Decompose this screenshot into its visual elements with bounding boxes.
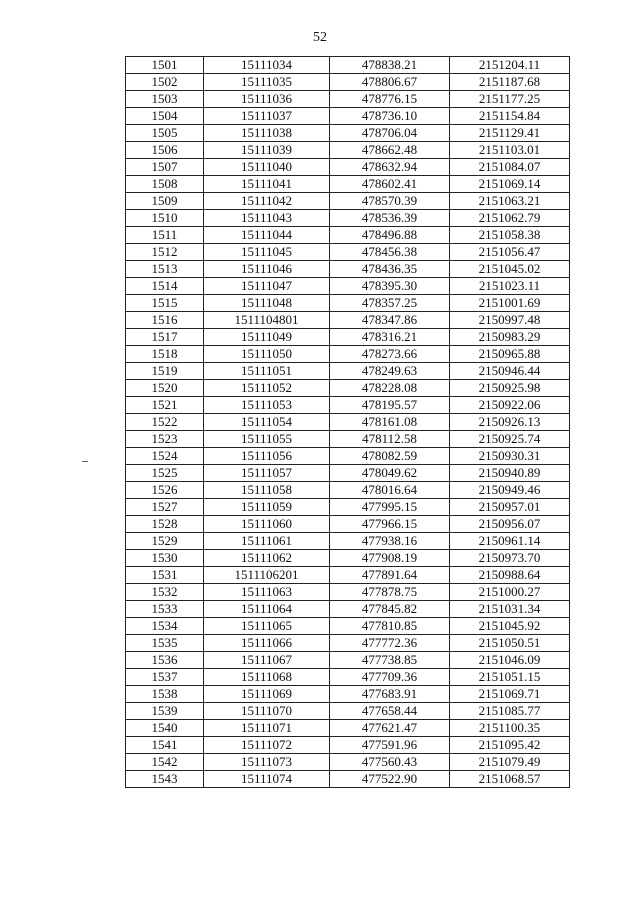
table-row bbox=[126, 618, 570, 635]
table-row bbox=[126, 227, 570, 244]
point-number-cell: 1530 bbox=[126, 550, 204, 567]
table-row bbox=[126, 652, 570, 669]
table-row bbox=[126, 397, 570, 414]
point-id-cell: 1511106201 bbox=[204, 567, 330, 584]
point-number-cell: 1543 bbox=[126, 771, 204, 788]
x-coordinate-cell: 478082.59 bbox=[330, 448, 450, 465]
point-number-cell: 1523 bbox=[126, 431, 204, 448]
point-number-cell: 1529 bbox=[126, 533, 204, 550]
point-id-cell: 15111058 bbox=[204, 482, 330, 499]
point-id-cell: 15111051 bbox=[204, 363, 330, 380]
point-number-cell: 1507 bbox=[126, 159, 204, 176]
y-coordinate-cell: 2151045.02 bbox=[450, 261, 570, 278]
y-coordinate-cell: 2150925.98 bbox=[450, 380, 570, 397]
y-coordinate-cell: 2150922.06 bbox=[450, 397, 570, 414]
point-id-cell: 15111040 bbox=[204, 159, 330, 176]
x-coordinate-cell: 477966.15 bbox=[330, 516, 450, 533]
y-coordinate-cell: 2150926.13 bbox=[450, 414, 570, 431]
point-id-cell: 15111067 bbox=[204, 652, 330, 669]
table-row bbox=[126, 516, 570, 533]
table-row bbox=[126, 176, 570, 193]
table-row bbox=[126, 431, 570, 448]
point-id-cell: 15111049 bbox=[204, 329, 330, 346]
x-coordinate-cell: 477522.90 bbox=[330, 771, 450, 788]
table-row bbox=[126, 295, 570, 312]
point-id-cell: 15111052 bbox=[204, 380, 330, 397]
x-coordinate-cell: 477772.36 bbox=[330, 635, 450, 652]
y-coordinate-cell: 2150957.01 bbox=[450, 499, 570, 516]
x-coordinate-cell: 477738.85 bbox=[330, 652, 450, 669]
point-number-cell: 1503 bbox=[126, 91, 204, 108]
table-row bbox=[126, 74, 570, 91]
x-coordinate-cell: 477709.36 bbox=[330, 669, 450, 686]
table-row bbox=[126, 601, 570, 618]
point-id-cell: 15111034 bbox=[204, 57, 330, 74]
point-number-cell: 1528 bbox=[126, 516, 204, 533]
point-number-cell: 1513 bbox=[126, 261, 204, 278]
y-coordinate-cell: 2151154.84 bbox=[450, 108, 570, 125]
point-number-cell: 1527 bbox=[126, 499, 204, 516]
point-number-cell: 1502 bbox=[126, 74, 204, 91]
x-coordinate-cell: 477891.64 bbox=[330, 567, 450, 584]
point-number-cell: 1538 bbox=[126, 686, 204, 703]
y-coordinate-cell: 2151204.11 bbox=[450, 57, 570, 74]
point-number-cell: 1510 bbox=[126, 210, 204, 227]
table-row bbox=[126, 193, 570, 210]
x-coordinate-cell: 478161.08 bbox=[330, 414, 450, 431]
point-id-cell: 1511104801 bbox=[204, 312, 330, 329]
x-coordinate-cell: 478357.25 bbox=[330, 295, 450, 312]
x-coordinate-cell: 478632.94 bbox=[330, 159, 450, 176]
y-coordinate-cell: 2150940.89 bbox=[450, 465, 570, 482]
x-coordinate-cell: 478436.35 bbox=[330, 261, 450, 278]
point-id-cell: 15111041 bbox=[204, 176, 330, 193]
x-coordinate-cell: 478570.39 bbox=[330, 193, 450, 210]
table-row bbox=[126, 771, 570, 788]
point-number-cell: 1517 bbox=[126, 329, 204, 346]
y-coordinate-cell: 2151000.27 bbox=[450, 584, 570, 601]
table-row bbox=[126, 414, 570, 431]
point-number-cell: 1532 bbox=[126, 584, 204, 601]
y-coordinate-cell: 2151069.14 bbox=[450, 176, 570, 193]
table-row bbox=[126, 448, 570, 465]
x-coordinate-cell: 478273.66 bbox=[330, 346, 450, 363]
x-coordinate-cell: 478316.21 bbox=[330, 329, 450, 346]
x-coordinate-cell: 478456.38 bbox=[330, 244, 450, 261]
point-number-cell: 1535 bbox=[126, 635, 204, 652]
x-coordinate-cell: 477621.47 bbox=[330, 720, 450, 737]
x-coordinate-cell: 478602.41 bbox=[330, 176, 450, 193]
y-coordinate-cell: 2150983.29 bbox=[450, 329, 570, 346]
y-coordinate-cell: 2150925.74 bbox=[450, 431, 570, 448]
table-row bbox=[126, 380, 570, 397]
point-id-cell: 15111046 bbox=[204, 261, 330, 278]
point-number-cell: 1511 bbox=[126, 227, 204, 244]
y-coordinate-cell: 2150988.64 bbox=[450, 567, 570, 584]
point-number-cell: 1508 bbox=[126, 176, 204, 193]
point-number-cell: 1534 bbox=[126, 618, 204, 635]
y-coordinate-cell: 2151023.11 bbox=[450, 278, 570, 295]
y-coordinate-cell: 2151095.42 bbox=[450, 737, 570, 754]
point-id-cell: 15111059 bbox=[204, 499, 330, 516]
y-coordinate-cell: 2151177.25 bbox=[450, 91, 570, 108]
y-coordinate-cell: 2150961.14 bbox=[450, 533, 570, 550]
point-number-cell: 1541 bbox=[126, 737, 204, 754]
point-id-cell: 15111068 bbox=[204, 669, 330, 686]
table-row bbox=[126, 720, 570, 737]
point-id-cell: 15111035 bbox=[204, 74, 330, 91]
point-number-cell: 1518 bbox=[126, 346, 204, 363]
point-number-cell: 1521 bbox=[126, 397, 204, 414]
x-coordinate-cell: 478049.62 bbox=[330, 465, 450, 482]
point-id-cell: 15111037 bbox=[204, 108, 330, 125]
x-coordinate-cell: 478228.08 bbox=[330, 380, 450, 397]
y-coordinate-cell: 2150973.70 bbox=[450, 550, 570, 567]
y-coordinate-cell: 2151046.09 bbox=[450, 652, 570, 669]
point-id-cell: 15111061 bbox=[204, 533, 330, 550]
point-number-cell: 1515 bbox=[126, 295, 204, 312]
x-coordinate-cell: 478347.86 bbox=[330, 312, 450, 329]
point-id-cell: 15111060 bbox=[204, 516, 330, 533]
y-coordinate-cell: 2151085.77 bbox=[450, 703, 570, 720]
y-coordinate-cell: 2151031.34 bbox=[450, 601, 570, 618]
point-number-cell: 1526 bbox=[126, 482, 204, 499]
y-coordinate-cell: 2150956.07 bbox=[450, 516, 570, 533]
y-coordinate-cell: 2151103.01 bbox=[450, 142, 570, 159]
x-coordinate-cell: 478249.63 bbox=[330, 363, 450, 380]
table-row bbox=[126, 57, 570, 74]
y-coordinate-cell: 2151062.79 bbox=[450, 210, 570, 227]
y-coordinate-cell: 2151084.07 bbox=[450, 159, 570, 176]
x-coordinate-cell: 478496.88 bbox=[330, 227, 450, 244]
x-coordinate-cell: 478395.30 bbox=[330, 278, 450, 295]
point-number-cell: 1509 bbox=[126, 193, 204, 210]
point-number-cell: 1506 bbox=[126, 142, 204, 159]
point-number-cell: 1516 bbox=[126, 312, 204, 329]
y-coordinate-cell: 2151100.35 bbox=[450, 720, 570, 737]
table-row bbox=[126, 346, 570, 363]
y-coordinate-cell: 2150930.31 bbox=[450, 448, 570, 465]
x-coordinate-cell: 478776.15 bbox=[330, 91, 450, 108]
point-id-cell: 15111074 bbox=[204, 771, 330, 788]
table-row bbox=[126, 499, 570, 516]
x-coordinate-cell: 478662.48 bbox=[330, 142, 450, 159]
point-id-cell: 15111038 bbox=[204, 125, 330, 142]
point-id-cell: 15111055 bbox=[204, 431, 330, 448]
y-coordinate-cell: 2151068.57 bbox=[450, 771, 570, 788]
point-number-cell: 1514 bbox=[126, 278, 204, 295]
point-id-cell: 15111045 bbox=[204, 244, 330, 261]
point-id-cell: 15111066 bbox=[204, 635, 330, 652]
point-id-cell: 15111071 bbox=[204, 720, 330, 737]
point-number-cell: 1542 bbox=[126, 754, 204, 771]
y-coordinate-cell: 2150946.44 bbox=[450, 363, 570, 380]
point-number-cell: 1524 bbox=[126, 448, 204, 465]
point-id-cell: 15111065 bbox=[204, 618, 330, 635]
point-id-cell: 15111063 bbox=[204, 584, 330, 601]
table-row bbox=[126, 91, 570, 108]
point-id-cell: 15111069 bbox=[204, 686, 330, 703]
point-number-cell: 1520 bbox=[126, 380, 204, 397]
point-id-cell: 15111062 bbox=[204, 550, 330, 567]
y-coordinate-cell: 2151056.47 bbox=[450, 244, 570, 261]
point-id-cell: 15111050 bbox=[204, 346, 330, 363]
table-row bbox=[126, 686, 570, 703]
point-id-cell: 15111042 bbox=[204, 193, 330, 210]
x-coordinate-cell: 478112.58 bbox=[330, 431, 450, 448]
point-number-cell: 1522 bbox=[126, 414, 204, 431]
table-row bbox=[126, 567, 570, 584]
x-coordinate-cell: 477658.44 bbox=[330, 703, 450, 720]
table-row bbox=[126, 754, 570, 771]
x-coordinate-cell: 477908.19 bbox=[330, 550, 450, 567]
x-coordinate-cell: 477845.82 bbox=[330, 601, 450, 618]
table-row bbox=[126, 108, 570, 125]
table-row bbox=[126, 159, 570, 176]
point-id-cell: 15111048 bbox=[204, 295, 330, 312]
x-coordinate-cell: 478838.21 bbox=[330, 57, 450, 74]
y-coordinate-cell: 2150965.88 bbox=[450, 346, 570, 363]
point-number-cell: 1505 bbox=[126, 125, 204, 142]
x-coordinate-cell: 478706.04 bbox=[330, 125, 450, 142]
table-row bbox=[126, 669, 570, 686]
table-row bbox=[126, 329, 570, 346]
point-id-cell: 15111044 bbox=[204, 227, 330, 244]
point-number-cell: 1533 bbox=[126, 601, 204, 618]
x-coordinate-cell: 477560.43 bbox=[330, 754, 450, 771]
table-row bbox=[126, 312, 570, 329]
table-row bbox=[126, 465, 570, 482]
stray-mark bbox=[82, 461, 88, 462]
table-row bbox=[126, 703, 570, 720]
y-coordinate-cell: 2151058.38 bbox=[450, 227, 570, 244]
y-coordinate-cell: 2150997.48 bbox=[450, 312, 570, 329]
x-coordinate-cell: 477878.75 bbox=[330, 584, 450, 601]
x-coordinate-cell: 477591.96 bbox=[330, 737, 450, 754]
table-row bbox=[126, 125, 570, 142]
point-id-cell: 15111036 bbox=[204, 91, 330, 108]
y-coordinate-cell: 2151001.69 bbox=[450, 295, 570, 312]
x-coordinate-cell: 477938.16 bbox=[330, 533, 450, 550]
page-number: 52 bbox=[313, 30, 327, 45]
point-id-cell: 15111047 bbox=[204, 278, 330, 295]
table-row bbox=[126, 550, 570, 567]
table-row bbox=[126, 584, 570, 601]
point-id-cell: 15111054 bbox=[204, 414, 330, 431]
y-coordinate-cell: 2151187.68 bbox=[450, 74, 570, 91]
point-id-cell: 15111053 bbox=[204, 397, 330, 414]
y-coordinate-cell: 2151079.49 bbox=[450, 754, 570, 771]
coordinates-table bbox=[125, 56, 570, 788]
table-row bbox=[126, 482, 570, 499]
point-id-cell: 15111070 bbox=[204, 703, 330, 720]
point-number-cell: 1501 bbox=[126, 57, 204, 74]
point-number-cell: 1512 bbox=[126, 244, 204, 261]
table-row bbox=[126, 278, 570, 295]
table-row bbox=[126, 737, 570, 754]
table-row bbox=[126, 533, 570, 550]
point-number-cell: 1525 bbox=[126, 465, 204, 482]
table-row bbox=[126, 244, 570, 261]
point-id-cell: 15111039 bbox=[204, 142, 330, 159]
y-coordinate-cell: 2151063.21 bbox=[450, 193, 570, 210]
x-coordinate-cell: 477810.85 bbox=[330, 618, 450, 635]
y-coordinate-cell: 2150949.46 bbox=[450, 482, 570, 499]
point-number-cell: 1519 bbox=[126, 363, 204, 380]
point-id-cell: 15111056 bbox=[204, 448, 330, 465]
table-row bbox=[126, 261, 570, 278]
point-number-cell: 1540 bbox=[126, 720, 204, 737]
y-coordinate-cell: 2151051.15 bbox=[450, 669, 570, 686]
y-coordinate-cell: 2151050.51 bbox=[450, 635, 570, 652]
y-coordinate-cell: 2151069.71 bbox=[450, 686, 570, 703]
point-number-cell: 1537 bbox=[126, 669, 204, 686]
point-id-cell: 15111073 bbox=[204, 754, 330, 771]
point-number-cell: 1531 bbox=[126, 567, 204, 584]
coordinates-table-body bbox=[126, 57, 570, 788]
x-coordinate-cell: 477995.15 bbox=[330, 499, 450, 516]
table-row bbox=[126, 142, 570, 159]
point-number-cell: 1504 bbox=[126, 108, 204, 125]
y-coordinate-cell: 2151045.92 bbox=[450, 618, 570, 635]
y-coordinate-cell: 2151129.41 bbox=[450, 125, 570, 142]
x-coordinate-cell: 477683.91 bbox=[330, 686, 450, 703]
point-id-cell: 15111057 bbox=[204, 465, 330, 482]
table-row bbox=[126, 635, 570, 652]
point-number-cell: 1539 bbox=[126, 703, 204, 720]
table-row bbox=[126, 363, 570, 380]
point-id-cell: 15111072 bbox=[204, 737, 330, 754]
table-row bbox=[126, 210, 570, 227]
point-number-cell: 1536 bbox=[126, 652, 204, 669]
x-coordinate-cell: 478806.67 bbox=[330, 74, 450, 91]
x-coordinate-cell: 478736.10 bbox=[330, 108, 450, 125]
point-id-cell: 15111064 bbox=[204, 601, 330, 618]
x-coordinate-cell: 478195.57 bbox=[330, 397, 450, 414]
point-id-cell: 15111043 bbox=[204, 210, 330, 227]
x-coordinate-cell: 478536.39 bbox=[330, 210, 450, 227]
x-coordinate-cell: 478016.64 bbox=[330, 482, 450, 499]
